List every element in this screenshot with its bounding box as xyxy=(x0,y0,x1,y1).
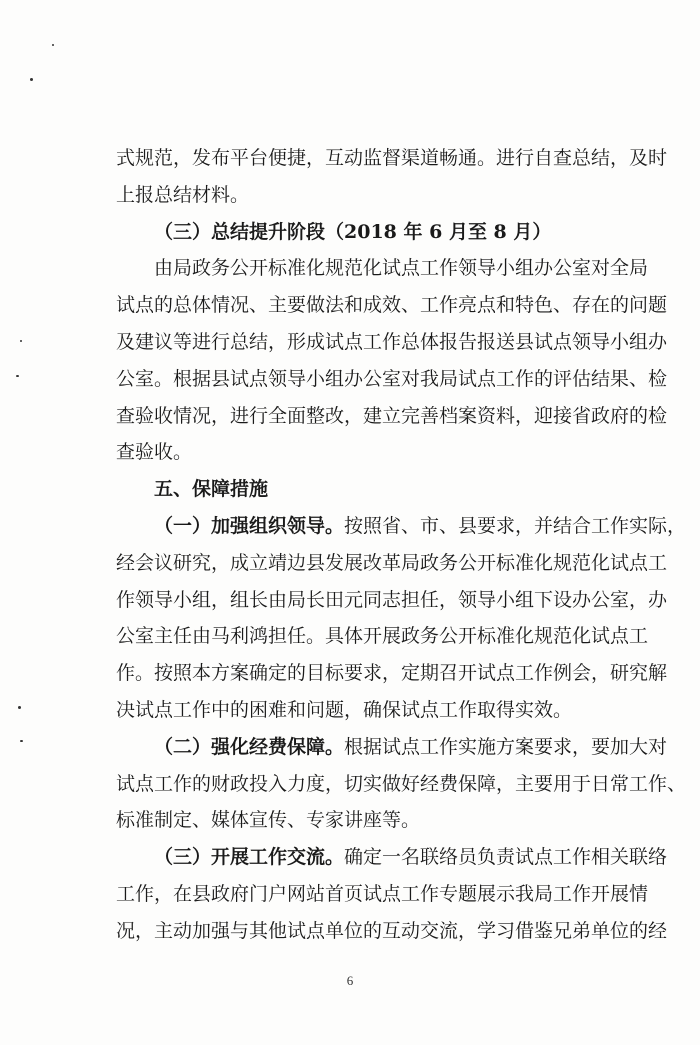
line-text: 况，主动加强与其他试点单位的互动交流，学习借鉴兄弟单位的经 xyxy=(116,919,668,942)
body-text xyxy=(116,140,687,950)
line-text: 按照省、市、县要求，并结合工作实际， xyxy=(344,514,687,537)
line-text: 作领导小组，组长由局长田元同志担任，领导小组下设办公室，办 xyxy=(116,588,668,611)
text-line xyxy=(116,214,616,251)
text-line xyxy=(116,545,668,582)
line-text: 作。按照本方案确定的目标要求，定期召开试点工作例会，研究解 xyxy=(116,662,668,685)
text-line xyxy=(116,287,668,324)
text-line xyxy=(116,766,687,803)
scan-speck xyxy=(16,375,19,377)
text-line xyxy=(116,692,616,729)
line-text: 决试点工作中的困难和问题，确保试点工作取得实效。 xyxy=(116,698,573,721)
text-line xyxy=(116,876,649,913)
line-text: 经会议研究，成立靖边县发展改革局政务公开标准化规范化试点工 xyxy=(116,551,668,574)
text-line xyxy=(116,729,668,766)
text-line xyxy=(116,655,668,692)
line-text: 公室。根据县试点领导小组办公室对我局试点工作的评估结果、检 xyxy=(116,367,668,390)
line-text: 上报总结材料。 xyxy=(116,183,250,206)
text-line xyxy=(116,913,668,950)
bold-lead: 五、保障措施 xyxy=(154,478,269,501)
text-line xyxy=(116,471,616,508)
line-text: 查验收。 xyxy=(116,441,193,464)
line-text: 根据试点工作实施方案要求，要加大对 xyxy=(344,735,668,758)
text-line xyxy=(116,140,668,177)
bold-lead: （一）加强组织领导。 xyxy=(154,514,345,537)
bold-lead: （三）开展工作交流。 xyxy=(154,846,345,869)
line-text: 工作，在县政府门户网站首页试点工作专题展示我局工作开展情 xyxy=(116,882,649,905)
line-text: 及建议等进行总结，形成试点工作总体报告报送县试点领导小组办 xyxy=(116,330,668,353)
scan-speck xyxy=(20,740,23,742)
bold-lead: （二）强化经费保障。 xyxy=(154,735,345,758)
line-text: 查验收情况，进行全面整改，建立完善档案资料，迎接省政府的检 xyxy=(116,404,668,427)
line-text: 由局政务公开标准化规范化试点工作领导小组办公室对全局 xyxy=(154,257,649,280)
scan-speck xyxy=(20,340,22,342)
scan-speck xyxy=(52,44,54,46)
line-text: 试点的总体情况、主要做法和成效、工作亮点和特色、存在的问题 xyxy=(116,294,668,317)
text-line xyxy=(116,802,616,839)
line-text: 式规范，发布平台便捷，互动监督渠道畅通。进行自查总结，及时 xyxy=(116,147,668,169)
line-text: 标准制定、媒体宣传、专家讲座等。 xyxy=(116,809,421,832)
text-line xyxy=(116,324,668,361)
text-line xyxy=(116,582,668,619)
text-line xyxy=(116,508,687,545)
scan-speck xyxy=(18,706,21,709)
text-line xyxy=(116,250,649,287)
text-line xyxy=(116,434,616,471)
text-line xyxy=(116,618,649,655)
scan-speck xyxy=(30,78,33,81)
text-line xyxy=(116,839,668,876)
text-line xyxy=(116,398,668,435)
line-text: 试点工作的财政投入力度，切实做好经费保障，主要用于日常工作、 xyxy=(116,772,687,795)
line-text: 确定一名联络员负责试点工作相关联络 xyxy=(344,846,668,869)
page-number: 6 xyxy=(346,973,354,988)
bold-lead: （三）总结提升阶段（2018 年 6 月至 8 月） xyxy=(154,220,552,243)
text-line xyxy=(116,177,616,214)
line-text: 公室主任由马利鸿担任。具体开展政务公开标准化规范化试点工 xyxy=(116,625,649,648)
text-line xyxy=(116,361,668,398)
